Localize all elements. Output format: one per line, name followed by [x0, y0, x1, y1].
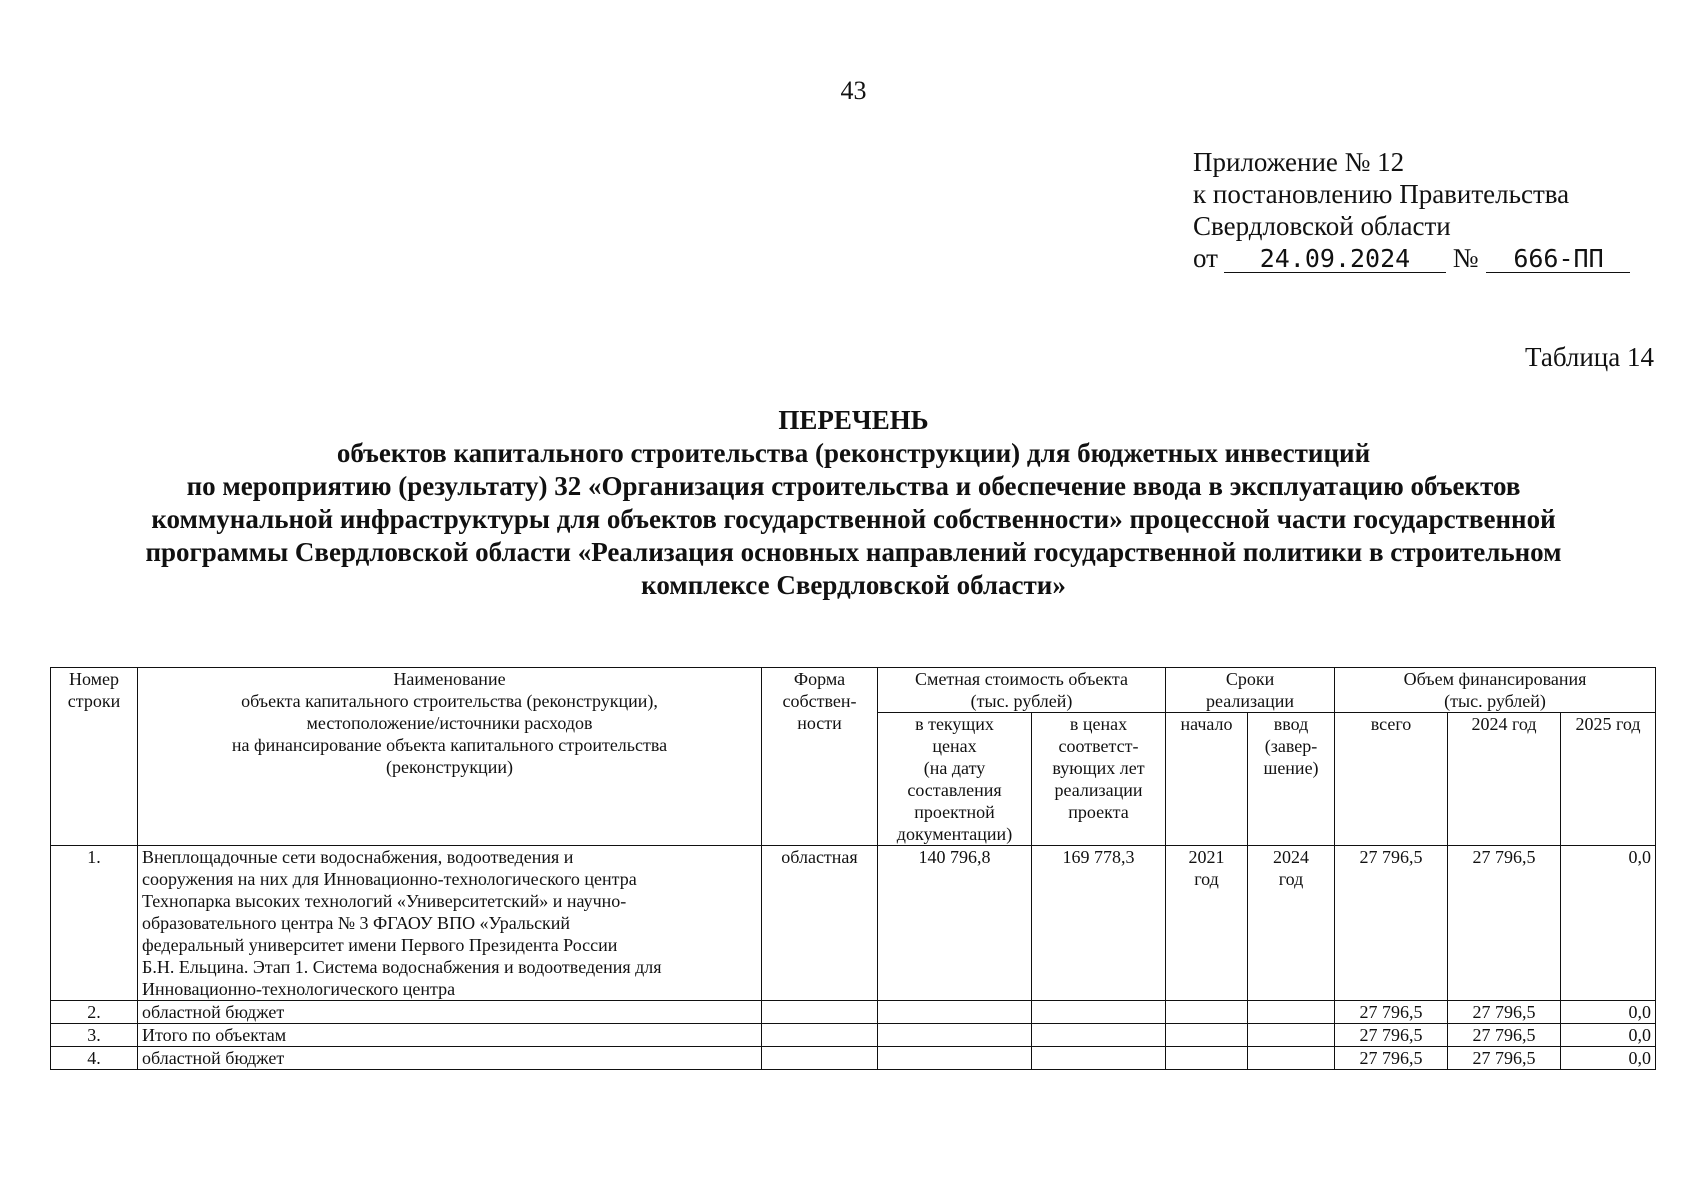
title-line-2: объектов капитального строительства (реконструкции) для бюджетных инвестиций: [336, 438, 1371, 468]
empty-cell: [1166, 1001, 1248, 1024]
table-row: [51, 1047, 1656, 1070]
y2025-cell: 0,0: [1561, 1047, 1656, 1070]
empty-cell: [1248, 1047, 1335, 1070]
resolution-number: 666-ПП: [1486, 246, 1630, 273]
object-name: областной бюджет: [138, 1001, 762, 1024]
empty-cell: [1032, 1024, 1166, 1047]
page-number: 43: [840, 76, 867, 105]
from-label: от: [1193, 243, 1218, 273]
header-funding: Объем финансирования (тыс. рублей): [1335, 668, 1656, 713]
header-2025: 2025 год: [1561, 713, 1656, 846]
object-name: областной бюджет: [138, 1047, 762, 1070]
row-number: 3.: [51, 1024, 138, 1047]
header-start: начало: [1166, 713, 1248, 846]
number-label: №: [1452, 243, 1479, 273]
total-cell: 27 796,5: [1335, 1047, 1448, 1070]
row-number: 2.: [51, 1001, 138, 1024]
header-object-name: Наименование объекта капитального строительства (реконструкции), местоположение/источники расходов на финансирование объекта капитального строительства (реконструкции): [138, 668, 762, 846]
appendix-line-2: к постановлению Правительства: [1193, 179, 1570, 209]
appendix-line-3: Свердловской области: [1193, 211, 1451, 241]
title-line-6: комплексе Свердловской области»: [641, 570, 1066, 600]
empty-cell: [762, 1047, 878, 1070]
empty-cell: [878, 1024, 1032, 1047]
total-cell: 27 796,5: [1335, 1001, 1448, 1024]
empty-cell: [1166, 1024, 1248, 1047]
empty-cell: [1248, 1001, 1335, 1024]
empty-cell: [878, 1047, 1032, 1070]
empty-cell: [762, 1001, 878, 1024]
end-cell: 2024 год: [1248, 846, 1335, 1001]
total-cell: 27 796,5: [1335, 846, 1448, 1001]
header-end: ввод (завер- шение): [1248, 713, 1335, 846]
y2025-cell: 0,0: [1561, 1001, 1656, 1024]
empty-cell: [1032, 1001, 1166, 1024]
cost-years-cell: 169 778,3: [1032, 846, 1166, 1001]
header-total: всего: [1335, 713, 1448, 846]
empty-cell: [1166, 1047, 1248, 1070]
table-row: [51, 1001, 1656, 1024]
y2024-cell: 27 796,5: [1448, 1047, 1561, 1070]
object-name: Итого по объектам: [138, 1024, 762, 1047]
empty-cell: [762, 1024, 878, 1047]
y2024-cell: 27 796,5: [1448, 1024, 1561, 1047]
header-ownership: Форма собствен- ности: [762, 668, 878, 846]
title-line-5: программы Свердловской области «Реализация основных направлений государственной политики в строительном: [145, 537, 1562, 567]
header-estimated-cost: Сметная стоимость объекта (тыс. рублей): [878, 668, 1166, 713]
table-label: Таблица 14: [1525, 342, 1654, 372]
header-cost-current: в текущих ценах (на дату составления проектной документации): [878, 713, 1032, 846]
title-line-1: ПЕРЕЧЕНЬ: [778, 405, 929, 435]
empty-cell: [1032, 1047, 1166, 1070]
appendix-line-1: Приложение № 12: [1193, 147, 1405, 177]
ownership-cell: областная: [762, 846, 878, 1001]
table-row: [51, 1024, 1656, 1047]
y2024-cell: 27 796,5: [1448, 1001, 1561, 1024]
header-row-number: Номер строки: [51, 668, 138, 846]
header-row-1: [51, 668, 1656, 713]
start-cell: 2021 год: [1166, 846, 1248, 1001]
appendix-block: [1193, 146, 1630, 274]
objects-table: [50, 667, 1656, 1070]
cost-current-cell: 140 796,8: [878, 846, 1032, 1001]
header-cost-years: в ценах соответст- вующих лет реализации проекта: [1032, 713, 1166, 846]
appendix-line-4: [1193, 242, 1630, 274]
total-cell: 27 796,5: [1335, 1024, 1448, 1047]
title-line-4: коммунальной инфраструктуры для объектов государственной собственности» процессной части государственной: [151, 504, 1556, 534]
header-2024: 2024 год: [1448, 713, 1561, 846]
empty-cell: [878, 1001, 1032, 1024]
object-name: Внеплощадочные сети водоснабжения, водоотведения и сооружения на них для Инновационно-технологического центра Технопарка высоких технологий «Университетский» и научно- образовательного центра № 3 ФГАОУ ВПО «Уральский федеральный университет имени Первого Президента России Б.Н. Ельцина. Этап 1. Система водоснабжения и водоотведения для Инновационно-технологического центра: [138, 846, 762, 1001]
row-number: 4.: [51, 1047, 138, 1070]
resolution-date: 24.09.2024: [1224, 246, 1446, 273]
row-number: 1.: [51, 846, 138, 1001]
table-row: [51, 846, 1656, 1001]
y2025-cell: 0,0: [1561, 846, 1656, 1001]
header-terms: Сроки реализации: [1166, 668, 1335, 713]
title-line-3: по мероприятию (результату) 32 «Организация строительства и обеспечение ввода в эксплуатацию объектов: [186, 471, 1521, 501]
y2025-cell: 0,0: [1561, 1024, 1656, 1047]
y2024-cell: 27 796,5: [1448, 846, 1561, 1001]
document-title: [60, 404, 1647, 602]
empty-cell: [1248, 1024, 1335, 1047]
